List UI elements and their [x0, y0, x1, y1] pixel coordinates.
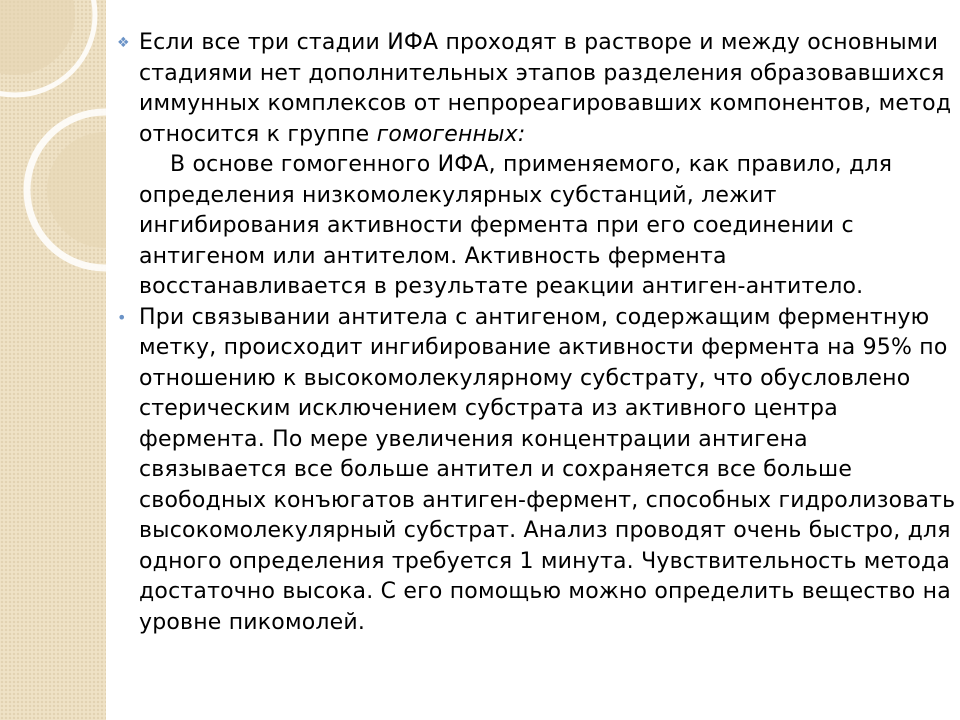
- decorative-rings: [0, 0, 106, 720]
- decorative-side-panel: [0, 0, 106, 720]
- paragraph-1-emphasis: гомогенных:: [376, 121, 526, 147]
- main-text-block: [117, 28, 957, 638]
- paragraph-homogeneous-definition: [117, 28, 957, 150]
- round-bullet-icon: •: [117, 307, 127, 327]
- decorative-ring-top-inner: [0, 0, 75, 75]
- paragraph-1-text: Если все три стадии ИФА проходят в растворе и между основными стадиями нет дополнительных этапов разделения образовавшихся иммунных комплексов от непрореагировавших компонентов, метод относится к группе: [139, 30, 952, 147]
- paragraph-3-text: При связывании антитела с антигеном, содержащим ферментную метку, происходит ингибирование активности фермента на 95% по отношению к высокомолекулярному субстрату, что обусловлено стерическим исключением субстрата из активного центра фермента. По мере увеличения концентрации антигена связывается все больше антител и сохраняется все больше свободных конъюгатов антиген-фермент, способных гидролизовать высокомолекулярный субстрат. Анализ проводят очень быстро, для одного определения требуется 1 минута. Чувствительность метода достаточно высока. С его помощью можно определить вещество на уровне пикомолей.: [139, 304, 956, 635]
- diamond-bullet-icon: ❖: [117, 35, 130, 51]
- decorative-ring-mid-inner: [47, 132, 106, 248]
- paragraph-inhibition-details: [117, 303, 957, 639]
- paragraph-homogeneous-basis: В основе гомогенного ИФА, применяемого, как правило, для определения низкомолекулярных субстанций, лежит ингибирования активности фермента при его соединении с антигеном или антителом. Активность фермента восстанавливается в результате реакции антиген-антитело.: [139, 152, 893, 299]
